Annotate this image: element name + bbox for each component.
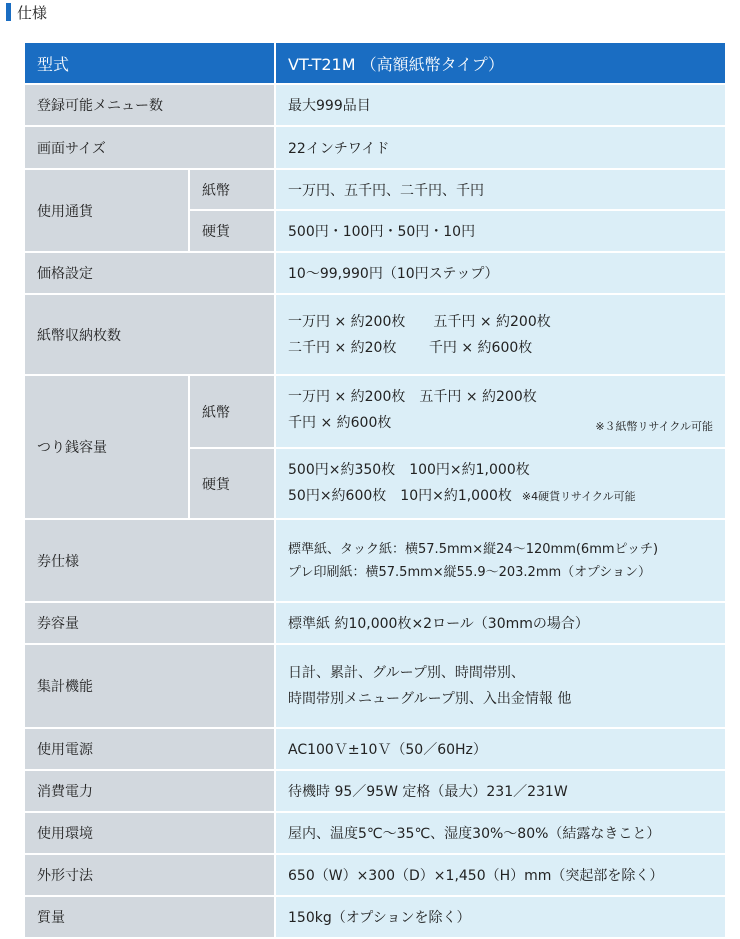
value-change-bills (275, 375, 726, 448)
row-label-storage: 紙幣収納枚数 (24, 294, 275, 375)
row-value-screen: 22インチワイド (275, 126, 726, 169)
row-label-currency: 使用通貨 (24, 169, 189, 252)
value-currency-coins: 500円・100円・50円・10円 (275, 210, 726, 252)
change-coins-line-2: 50円×約600枚 10円×約1,000枚 (288, 488, 512, 504)
table-row (24, 812, 726, 854)
sublabel-change-bills: 紙幣 (189, 375, 275, 448)
row-label-aggregation: 集計機能 (24, 644, 275, 728)
row-label-environment: 使用環境 (24, 812, 275, 854)
row-label-menus: 登録可能メニュー数 (24, 84, 275, 126)
header-model: VT-T21M （高額紙幣タイプ） (275, 42, 726, 84)
row-label-ticket-capacity: 券容量 (24, 602, 275, 644)
sublabel-change-coins: 硬貨 (189, 448, 275, 519)
storage-line-2: 二千円 × 約20枚 千円 × 約600枚 (288, 339, 533, 356)
row-value-ticket-spec (275, 519, 726, 602)
row-value-environment: 屋内、温度5℃〜35℃、湿度30%〜80%（結露なきこと） (275, 812, 726, 854)
table-row (24, 126, 726, 169)
table-row (24, 854, 726, 896)
table-row (24, 519, 726, 602)
section-title-text: 仕様 (17, 3, 48, 22)
row-label-dimensions: 外形寸法 (24, 854, 275, 896)
value-currency-bills: 一万円、五千円、二千円、千円 (275, 169, 726, 210)
row-value-price: 10〜99,990円（10円ステップ） (275, 252, 726, 294)
row-label-change: つり銭容量 (24, 375, 189, 519)
table-row (24, 252, 726, 294)
row-label-screen: 画面サイズ (24, 126, 275, 169)
table-row (24, 644, 726, 728)
sublabel-bills: 紙幣 (189, 169, 275, 210)
row-label-power: 使用電源 (24, 728, 275, 770)
table-row (24, 169, 726, 210)
sublabel-coins: 硬貨 (189, 210, 275, 252)
row-value-aggregation (275, 644, 726, 728)
row-label-price: 価格設定 (24, 252, 275, 294)
section-marker (6, 3, 11, 21)
row-value-power: AC100Ｖ±10Ｖ（50／60Hz） (275, 728, 726, 770)
ticket-spec-line-2: プレ印刷紙：横57.5mm×縦55.9〜203.2mm（オプション） (288, 564, 651, 580)
storage-line-1: 一万円 × 約200枚 五千円 × 約200枚 (288, 313, 551, 330)
table-row (24, 896, 726, 938)
section-title (6, 0, 47, 24)
change-bills-line-1: 一万円 × 約200枚 五千円 × 約200枚 (288, 388, 537, 405)
table-row (24, 602, 726, 644)
aggregation-line-2: 時間帯別メニューグループ別、入出金情報 他 (288, 691, 572, 707)
spec-table (23, 41, 727, 939)
table-row (24, 770, 726, 812)
row-value-consumption: 待機時 95／95W 定格（最大）231／231W (275, 770, 726, 812)
change-bills-note: ※３紙幣リサイクル可能 (595, 419, 714, 433)
header-label: 型式 (24, 42, 275, 84)
table-row (24, 375, 726, 448)
row-value-menus: 最大999品目 (275, 84, 726, 126)
table-row (24, 294, 726, 375)
table-header-row (24, 42, 726, 84)
row-value-dimensions: 650（W）×300（D）×1,450（H）mm（突起部を除く） (275, 854, 726, 896)
ticket-spec-line-1: 標準紙、タック紙：横57.5mm×縦24〜120mm(6mmピッチ) (288, 541, 659, 557)
value-change-coins (275, 448, 726, 519)
row-label-weight: 質量 (24, 896, 275, 938)
change-coins-line-1: 500円×約350枚 100円×約1,000枚 (288, 462, 530, 478)
change-bills-line-2: 千円 × 約600枚 (288, 414, 392, 431)
row-value-ticket-capacity: 標準紙 約10,000枚×2ロール（30mmの場合） (275, 602, 726, 644)
row-label-consumption: 消費電力 (24, 770, 275, 812)
table-row (24, 84, 726, 126)
row-value-storage (275, 294, 726, 375)
change-coins-note: ※4硬貨リサイクル可能 (521, 490, 636, 503)
row-label-ticket-spec: 券仕様 (24, 519, 275, 602)
aggregation-line-1: 日計、累計、グループ別、時間帯別、 (288, 665, 525, 681)
table-row (24, 728, 726, 770)
row-value-weight: 150kg（オプションを除く） (275, 896, 726, 938)
